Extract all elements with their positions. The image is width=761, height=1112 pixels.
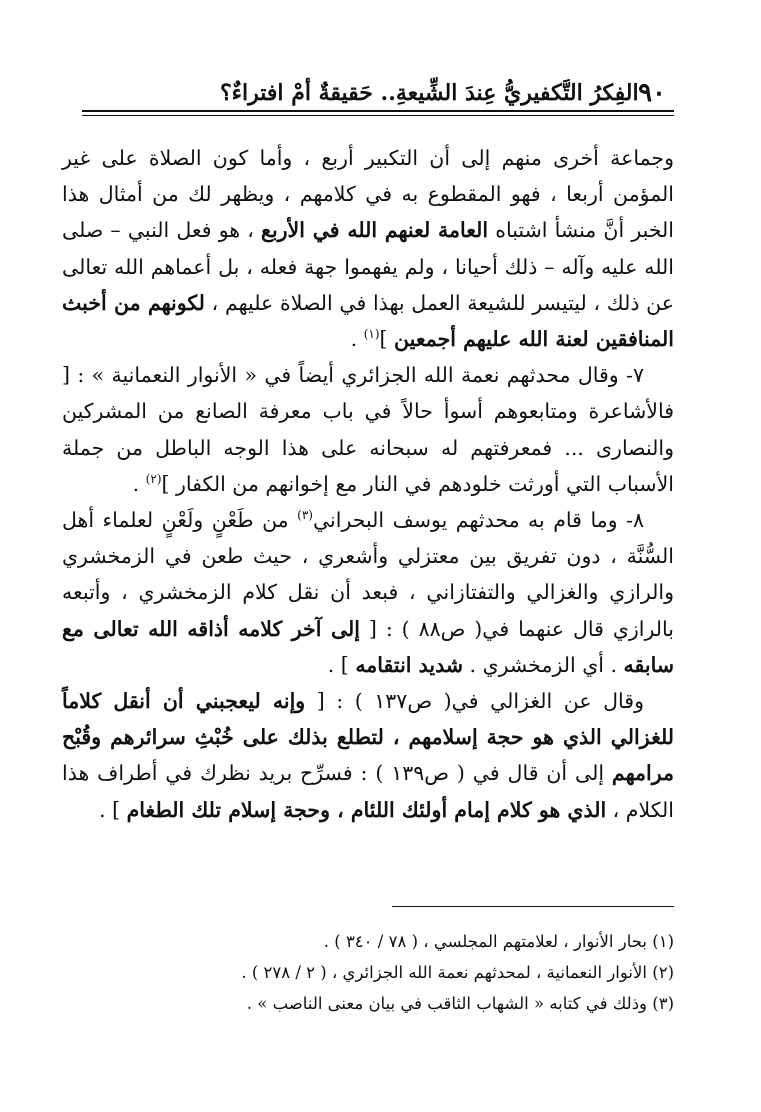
bold-phrase: إلى آخر كلامه أذاقه الله تعالى مع سابقه [62,616,674,677]
paragraph-3: ٨- وما قام به محدثهم يوسف البحراني$^{(٣)}$ من طَعْنٍ ولَعْنٍ لعلماء أهل السُّنَّة ، دون تفريق بين معتزلي وأشعري ، حيث طعن في الزمخشري والرازي والغزالي والتفتازاني ، فبعد أن نقل كلام الزمخشري ، وأتبعه بالرازي قال عنهما في( ص٨٨ ) : [ إلى آخر كلامه أذاقه الله تعالى مع سابقه . أي الزمخشري . شديد انتقامه ] . [62,508,675,677]
page-header [82,72,674,118]
bold-phrase: شديد انتقامه [355,652,464,677]
footnote-2: (٢) الأنوار النعمانية ، لمحدثهم نعمة الله الجزائري ، ( ٢ / ٢٧٨ ) . [241,963,674,982]
header-rule-thin [82,115,674,116]
running-title: الفِكرُ التَّكفيريُّ عِندَ الشِّيعةِ.. حَقيقةٌ أمْ افتراءٌ؟ [220,80,639,106]
footnote-ref: (٢) [145,472,162,486]
footnotes [62,926,674,1019]
main-text [62,140,674,828]
paragraph-2: ٧- وقال محدثهم نعمة الله الجزائري أيضاً في « الأنوار النعمانية » : [ فالأشاعرة ومتابعوهم أسوأ حالاً في باب معرفة الصانع من المشركين والنصارى ... فمعرفتهم له سبحانه على هذا الوجه الباطل من جملة الأسباب التي أورثت خلودهم في النار مع إخوانهم من الكفار ]$^{(٢)}$ . [62,363,674,496]
header-rule [82,110,674,112]
page-number: ٩٠ [638,78,666,108]
paragraph-1: وجماعة أخرى منهم إلى أن التكبير أربع ، وأما كون الصلاة على غير المؤمن أربعا ، فهو المقطوع به في كلامهم ، ويظهر لك من أمثال هذا الخبر أنَّ منشأ اشتباه العامة لعنهم الله في الأربع ، هو فعل النبي – صلى الله عليه وآله – ذلك أحيانا ، ولم يفهموا جهة فعله ، بل أعماهم الله تعالى عن ذلك ، ليتيسر للشيعة العمل بهذا في الصلاة عليهم ، لكونهم من أخبث المنافقين لعنة الله عليهم أجمعين ]$^{(١)}$ . [62,146,674,352]
footnote-separator [392,906,674,907]
footnote-ref: (٣) [297,508,313,523]
footnote-ref: (١) [363,327,380,342]
bold-phrase: وإنه ليعجبني أن أنقل كلاماً للغزالي الذي هو حجة إسلامهم ، لتطلع بذلك على خُبْثِ سرائرهم وقُبْح مرامهم [62,689,674,786]
bold-phrase: الذي هو كلام إمام أولئك اللئام ، وحجة إسلام تلك الطغام [126,797,607,822]
footnote-3: (٣) وذلك في كتابه « الشهاب الثاقب في بيان معنى الناصب » . [246,994,674,1013]
bold-phrase: لكونهم من أخبث المنافقين لعنة الله عليهم أجمعين [62,290,674,352]
footnote-1: (١) بحار الأنوار ، لعلامتهم المجلسي ، ( ٧٨ / ٣٤٠ ) . [323,932,674,951]
paragraph-4: وقال عن الغزالي في( ص١٣٧ ) : [ وإنه ليعجبني أن أنقل كلاماً للغزالي الذي هو حجة إسلامهم ، لتطلع بذلك على خُبْثِ سرائرهم وقُبْح مرامهم إلى أن قال في ( ص١٣٩ ) : فسرِّح بريد نظرك في أطراف هذا الكلام ، الذي هو كلام إمام أولئك اللئام ، وحجة إسلام تلك الطغام ] . [62,689,674,822]
bold-phrase: العامة لعنهم الله في الأربع [261,218,489,243]
